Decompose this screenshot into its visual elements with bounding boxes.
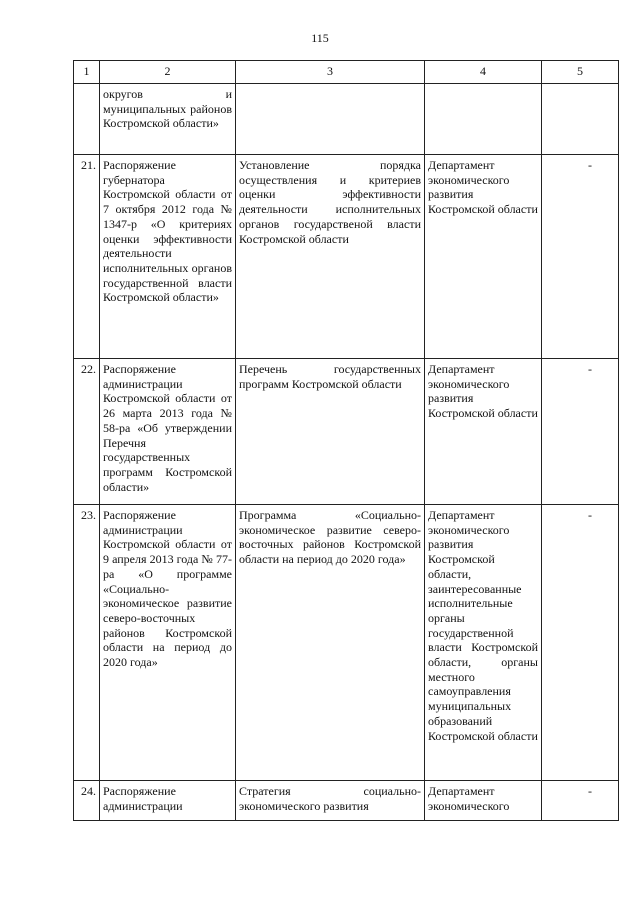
column-header: 4 <box>425 61 542 84</box>
executor-cell <box>425 84 542 155</box>
table-row <box>74 781 619 821</box>
row-number: 22. <box>74 359 100 505</box>
note-cell <box>542 505 619 781</box>
row-number <box>74 84 100 155</box>
note-value: - <box>588 508 592 522</box>
executor-cell: Департамент экономического развития Костромской области, заинтересованные исполнительные органы государственной власти Костромской области, органы местного самоуправления муниципальных образований Костромской области <box>425 505 542 781</box>
purpose-cell: Перечень государственных программ Костромской области <box>236 359 425 505</box>
document-cell: Распоряжение губернатора Костромской области от 7 октября 2012 года № 1347-р «О критериях оценки эффективности деятельности исполнительных органов государственной власти Костромской области» <box>100 155 236 359</box>
table-row <box>74 84 619 155</box>
page-number: 115 <box>311 31 329 45</box>
note-cell <box>542 84 619 155</box>
purpose-cell: Программа «Социально-экономическое развитие северо-восточных районов Костромской области на период до 2020 года» <box>236 505 425 781</box>
note-value: - <box>588 362 592 376</box>
column-header: 5 <box>542 61 619 84</box>
document-table <box>73 60 619 821</box>
purpose-cell: Стратегия социально-экономического развития <box>236 781 425 821</box>
column-header: 3 <box>236 61 425 84</box>
row-number: 24. <box>74 781 100 821</box>
row-number: 23. <box>74 505 100 781</box>
note-cell <box>542 359 619 505</box>
table-row <box>74 359 619 505</box>
document-cell: Распоряжение администрации <box>100 781 236 821</box>
note-value: - <box>588 158 592 172</box>
table-header-row <box>74 61 619 84</box>
document-cell: Распоряжение администрации Костромской области от 9 апреля 2013 года № 77-ра «О программе «Социально-экономическое развитие северо-восточных районов Костромской области на период до 2020 года» <box>100 505 236 781</box>
row-number: 21. <box>74 155 100 359</box>
note-cell <box>542 155 619 359</box>
purpose-cell: Установление порядка осуществления и критериев оценки эффективности деятельности исполнительных органов государственой власти Костромской области <box>236 155 425 359</box>
table-row <box>74 155 619 359</box>
column-header: 2 <box>100 61 236 84</box>
executor-cell: Департамент экономического развития Костромской области <box>425 359 542 505</box>
note-cell <box>542 781 619 821</box>
purpose-cell <box>236 84 425 155</box>
executor-cell: Департамент экономического развития Костромской области <box>425 155 542 359</box>
document-cell: Распоряжение администрации Костромской области от 26 марта 2013 года № 58-ра «Об утверждении Перечня государственных программ Костромской области» <box>100 359 236 505</box>
table-row <box>74 505 619 781</box>
executor-cell: Департамент экономического <box>425 781 542 821</box>
document-cell: округов и муниципальных районов Костромской области» <box>100 84 236 155</box>
note-value: - <box>588 784 592 798</box>
column-header: 1 <box>74 61 100 84</box>
